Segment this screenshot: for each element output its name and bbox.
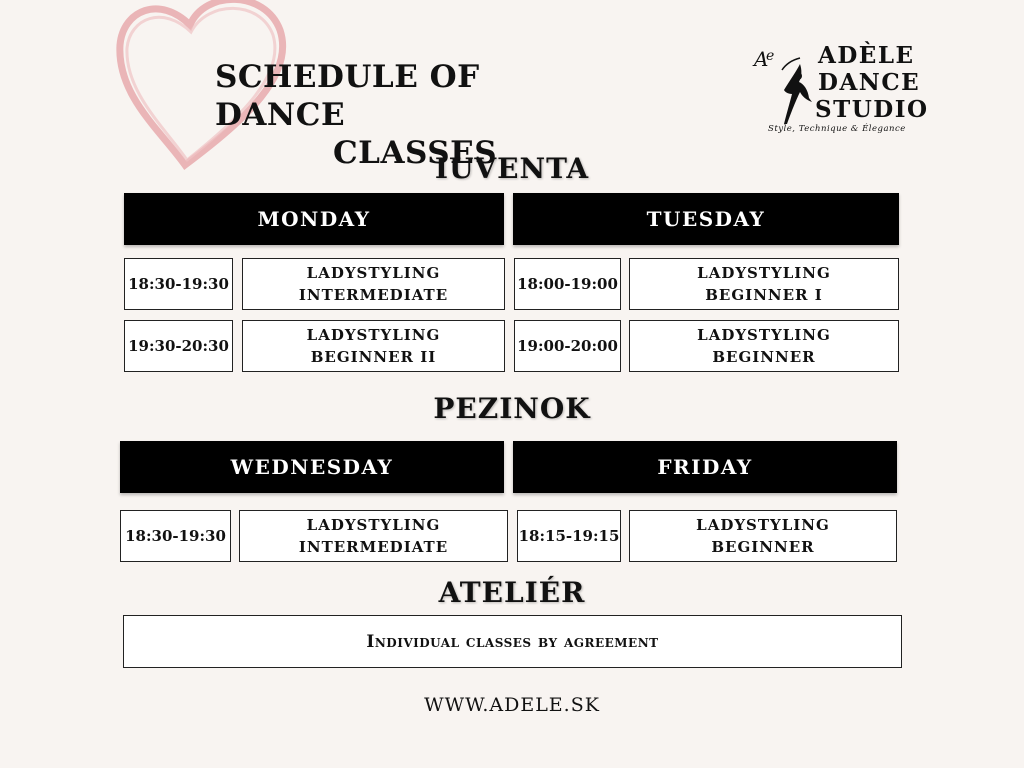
class-name: [629, 320, 899, 372]
class-name-line1: LADYSTYLING: [306, 326, 441, 344]
studio-name-line1: ADÈLE: [818, 42, 915, 69]
class-name-line2: INTERMEDIATE: [298, 538, 449, 556]
day-header-friday: FRIDAY: [513, 441, 897, 493]
class-name-line2: BEGINNER: [712, 348, 816, 366]
day-header-wednesday: WEDNESDAY: [120, 441, 504, 493]
class-name-line2: INTERMEDIATE: [298, 286, 449, 304]
class-name-line1: LADYSTYLING: [306, 516, 441, 534]
section-title-atelier: ATELIÉR: [438, 576, 586, 609]
day-header-monday: MONDAY: [124, 193, 504, 245]
class-name: [242, 258, 505, 310]
studio-name: [815, 42, 929, 123]
atelier-note: Individual classes by agreement: [123, 615, 902, 668]
class-name: [629, 258, 899, 310]
class-name-line1: LADYSTYLING: [697, 264, 831, 282]
class-name-line2: BEGINNER II: [310, 348, 437, 366]
class-time: 18:00-19:00: [514, 258, 621, 310]
page-title-line1: SCHEDULE OF DANCE: [215, 59, 480, 133]
section-title-iuventa: IUVENTA: [434, 152, 590, 185]
studio-tagline: Style, Technique & Élegance: [768, 124, 906, 134]
class-time: 18:30-19:30: [120, 510, 231, 562]
class-name: [242, 320, 505, 372]
day-header-tuesday: TUESDAY: [513, 193, 899, 245]
class-name-line1: LADYSTYLING: [306, 264, 441, 282]
class-time: 19:00-20:00: [514, 320, 621, 372]
class-name: [629, 510, 897, 562]
website-link[interactable]: WWW.ADELE.SK: [424, 694, 600, 716]
class-time: 18:15-19:15: [517, 510, 621, 562]
class-name-line1: LADYSTYLING: [697, 326, 831, 344]
class-time: 19:30-20:30: [124, 320, 233, 372]
class-time: 18:30-19:30: [124, 258, 233, 310]
class-name-line2: BEGINNER I: [705, 286, 823, 304]
svg-text:A: A: [754, 47, 769, 71]
studio-name-line2: DANCE: [818, 69, 921, 96]
class-name-line1: LADYSTYLING: [696, 516, 830, 534]
page-title-line2: CLASSES: [333, 135, 498, 171]
svg-text:e: e: [766, 48, 775, 64]
class-name: [239, 510, 508, 562]
section-title-pezinok: PEZINOK: [433, 392, 591, 425]
class-name-line2: BEGINNER: [711, 538, 815, 556]
studio-name-line3: STUDIO: [815, 96, 929, 123]
